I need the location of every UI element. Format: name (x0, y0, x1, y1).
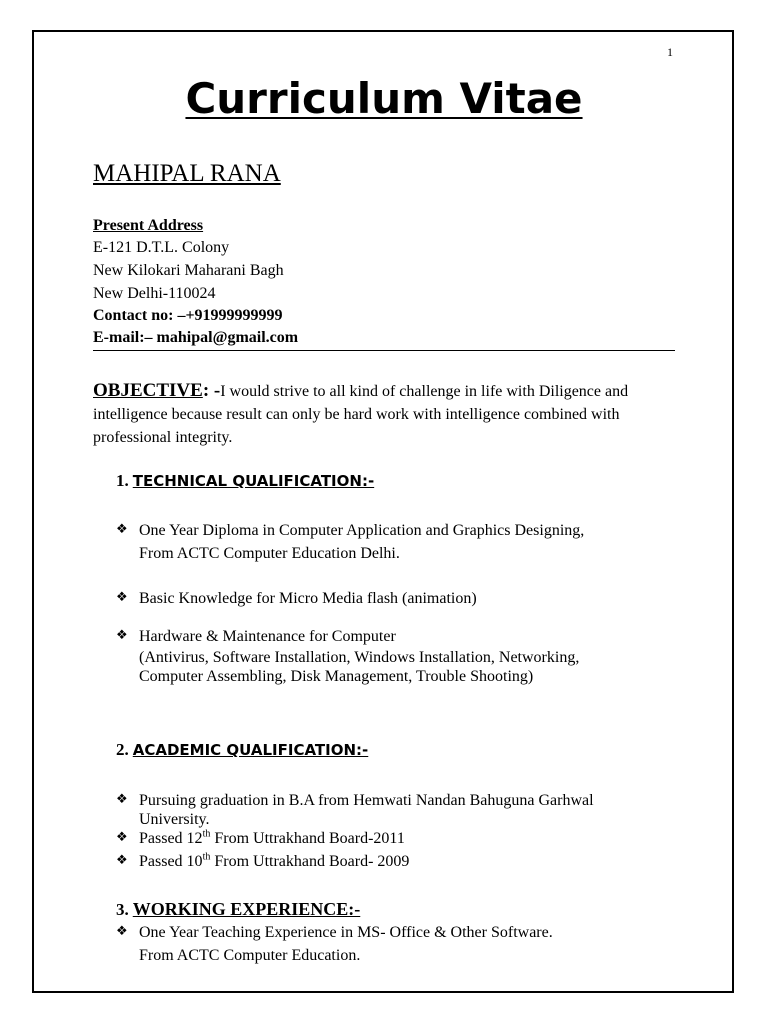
page-number: 1 (667, 45, 673, 59)
section-title: TECHNICAL QUALIFICATION:- (132, 472, 375, 490)
section-title: WORKING EXPERIENCE:- (132, 899, 361, 919)
section-title: ACADEMIC QUALIFICATION:- (132, 741, 369, 759)
bullet-diamond-icon: ❖ (116, 522, 128, 537)
address-line-1: E-121 D.T.L. Colony (93, 239, 230, 256)
bullet-diamond-icon: ❖ (116, 628, 128, 643)
list-item-text: (Antivirus, Software Installation, Windows Installation, Networking, (139, 649, 580, 666)
list-item-text: Computer Assembling, Disk Management, Trouble Shooting) (139, 668, 534, 685)
address-line-2: New Kilokari Maharani Bagh (93, 262, 284, 279)
list-item-text: Pursuing graduation in B.A from Hemwati Nandan Bahuguna Garhwal (139, 792, 594, 809)
objective-label: OBJECTIVE (93, 380, 203, 401)
section-number: 3. (116, 900, 129, 919)
bullet-diamond-icon: ❖ (116, 792, 128, 807)
list-item-text: Passed 12th From Uttrakhand Board-2011 (139, 828, 405, 847)
list-item-text: From ACTC Computer Education. (139, 947, 361, 964)
list-item-text: Hardware & Maintenance for Computer (139, 628, 396, 645)
list-item-text: Basic Knowledge for Micro Media flash (animation) (139, 590, 477, 607)
section-experience-heading (116, 899, 360, 920)
contact-number: Contact no: –+91999999999 (93, 307, 283, 324)
section-academic-heading (116, 740, 368, 760)
email-address: E-mail:– mahipal@gmail.com (93, 329, 299, 346)
list-item-text: One Year Diploma in Computer Application and Graphics Designing, (139, 522, 585, 539)
bullet-diamond-icon: ❖ (116, 924, 128, 939)
objective-separator: : - (202, 380, 221, 401)
document-title: Curriculum Vitae (185, 74, 583, 123)
section-number: 2. (116, 740, 129, 759)
section-number: 1. (116, 471, 129, 490)
header-divider (93, 350, 675, 351)
objective-paragraph (93, 379, 673, 449)
address-line-3: New Delhi-110024 (93, 285, 216, 302)
section-technical-heading (116, 471, 374, 491)
candidate-name: MAHIPAL RANA (93, 160, 281, 187)
address-label: Present Address (93, 217, 204, 234)
list-item-text: From ACTC Computer Education Delhi. (139, 545, 400, 562)
list-item-text: Passed 10th From Uttrakhand Board- 2009 (139, 851, 410, 870)
list-item-text: One Year Teaching Experience in MS- Office & Other Software. (139, 924, 553, 941)
list-item-text: University. (139, 811, 210, 828)
bullet-diamond-icon: ❖ (116, 830, 128, 845)
bullet-diamond-icon: ❖ (116, 590, 128, 605)
bullet-diamond-icon: ❖ (116, 853, 128, 868)
objective-text: I would strive to all kind of challenge in life with Diligence and intelligence because result can only be hard work with intelligence combined with professional integrity. (93, 383, 629, 446)
